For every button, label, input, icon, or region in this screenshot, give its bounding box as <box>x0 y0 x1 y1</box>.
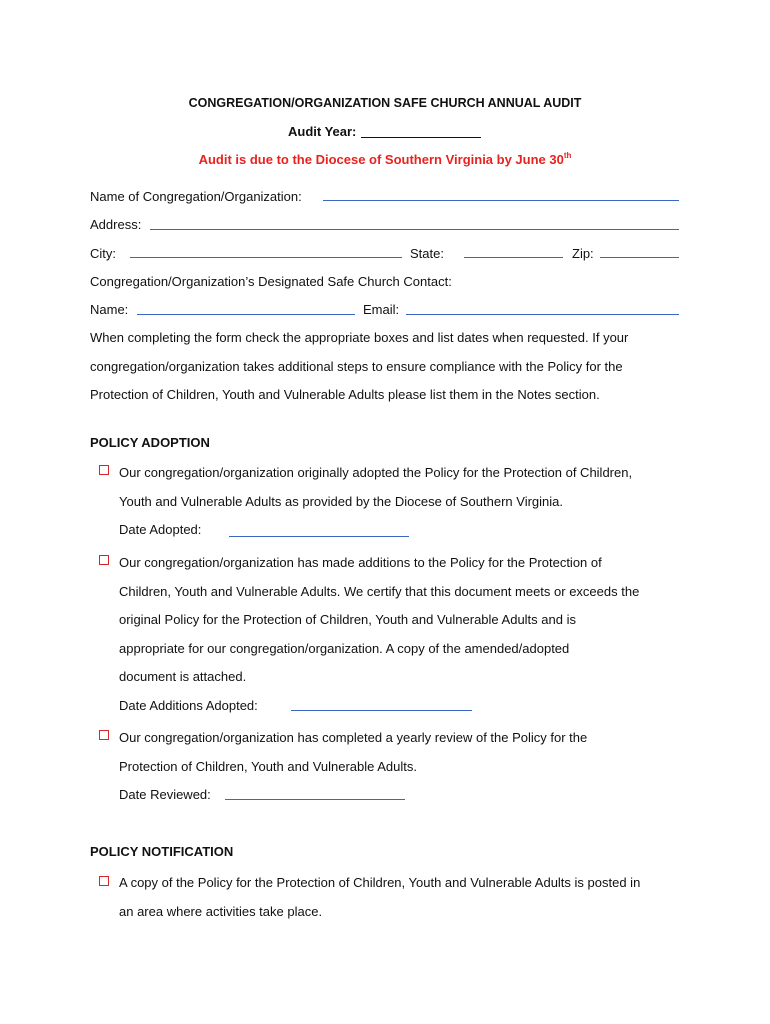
city-label: City: <box>90 246 116 261</box>
contact-email-label: Email: <box>363 302 400 317</box>
posted-text-line: an area where activities take place. <box>119 903 323 919</box>
contact-name-field[interactable] <box>137 314 355 315</box>
additions-checkbox[interactable] <box>99 555 109 565</box>
date-additions-field[interactable] <box>291 710 472 711</box>
posted-text-line: A copy of the Policy for the Protection of Children, Youth and Vulnerable Adults is posted in <box>119 875 641 890</box>
audit-year-label: Audit Year: <box>288 124 357 139</box>
policy-notification-heading: POLICY NOTIFICATION <box>90 844 234 859</box>
address-label: Address: <box>90 217 142 232</box>
instructions <box>90 324 628 410</box>
state-label: State: <box>410 246 444 261</box>
adopted-text-line: Youth and Vulnerable Adults as provided by the Diocese of Southern Virginia. <box>119 493 563 509</box>
additions-text-line: appropriate for our congregation/organization. A copy of the amended/adopted <box>119 640 570 656</box>
audit-year-field[interactable] <box>361 137 481 138</box>
state-field[interactable] <box>464 257 563 258</box>
zip-label: Zip: <box>572 246 594 261</box>
adopted-text <box>119 459 632 545</box>
date-reviewed-label: Date Reviewed: <box>119 787 211 802</box>
policy-adoption-heading: POLICY ADOPTION <box>90 435 210 450</box>
form-title: CONGREGATION/ORGANIZATION SAFE CHURCH ANNUAL AUDIT <box>188 96 582 110</box>
reviewed-text-line: Our congregation/organization has completed a yearly review of the Policy for the <box>119 730 588 745</box>
posted-checkbox[interactable] <box>99 876 109 886</box>
date-adopted-label: Date Adopted: <box>119 522 202 537</box>
name-org-label: Name of Congregation/Organization: <box>90 189 302 204</box>
reviewed-checkbox[interactable] <box>99 730 109 740</box>
instructions-line: congregation/organization takes additional steps to ensure compliance with the Policy for the <box>90 358 623 374</box>
due-notice: Audit is due to the Diocese of Southern Virginia by June 30th <box>198 151 572 167</box>
date-additions-label: Date Additions Adopted: <box>119 697 258 713</box>
reviewed-text <box>119 724 587 810</box>
reviewed-text-line: Protection of Children, Youth and Vulnerable Adults. <box>119 758 418 774</box>
additions-text-line: document is attached. <box>119 669 247 684</box>
name-org-field[interactable] <box>323 200 679 201</box>
additions-text-line: original Policy for the Protection of Children, Youth and Vulnerable Adults and is <box>119 612 576 627</box>
zip-field[interactable] <box>600 257 679 258</box>
date-adopted-field[interactable] <box>229 536 409 537</box>
adopted-text-line: Our congregation/organization originally adopted the Policy for the Protection of Children, <box>119 465 633 480</box>
instructions-line: Protection of Children, Youth and Vulnerable Adults please list them in the Notes section. <box>90 387 600 402</box>
city-field[interactable] <box>130 257 402 258</box>
date-reviewed-field[interactable] <box>225 799 405 800</box>
adopted-checkbox[interactable] <box>99 465 109 475</box>
additions-text-line: Our congregation/organization has made additions to the Policy for the Protection of <box>119 555 602 570</box>
contact-email-field[interactable] <box>406 314 679 315</box>
instructions-line: When completing the form check the appropriate boxes and list dates when requested. If your <box>90 330 629 345</box>
contact-heading: Congregation/Organization’s Designated Safe Church Contact: <box>90 274 452 289</box>
contact-name-label: Name: <box>90 302 129 317</box>
address-field[interactable] <box>150 229 679 230</box>
additions-text-line: Children, Youth and Vulnerable Adults. We certify that this document meets or exceeds the <box>119 583 640 599</box>
posted-text <box>119 869 640 926</box>
additions-text <box>119 549 639 720</box>
